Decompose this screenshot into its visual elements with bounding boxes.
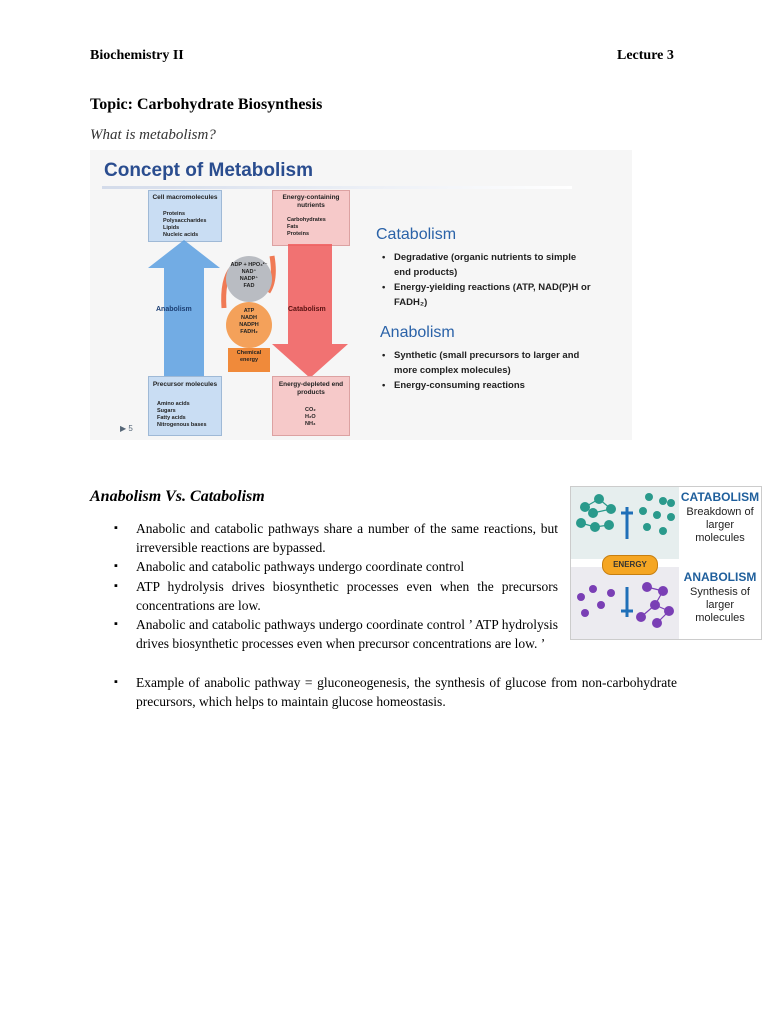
- list-item: ▪ ATP hydrolysis drives biosynthetic processes even when the precursors concentrations are low.: [90, 577, 558, 615]
- list-item: ▪ Anabolic and catabolic pathways undergo coordinate control: [90, 557, 558, 576]
- oxidized-cofactors-circle: ADP + HPO₄²⁻ NAD⁺ NADP⁺ FAD: [226, 256, 272, 302]
- course-name: Biochemistry II: [90, 48, 184, 63]
- bullet-list-wide: [90, 673, 677, 711]
- end-products-box: Energy-depleted end products CO₂ H₂O NH₃: [272, 376, 350, 436]
- catabolism-point: • Energy-yielding reactions (ATP, NAD(P)H or FADH₂): [382, 282, 591, 308]
- title-rule: [102, 186, 572, 189]
- question-text: What is metabolism?: [90, 127, 216, 143]
- bullet-list-narrow: [90, 519, 558, 653]
- anabolism-title: ANABOLISM: [683, 570, 757, 584]
- reduced-cofactors-circle: ATP NADH NADPH FADH₂: [226, 302, 272, 348]
- list-item: ▪ Anabolic and catabolic pathways share a number of the same reactions, but irreversible reactions are bypassed.: [90, 519, 558, 557]
- energy-badge: ENERGY: [602, 555, 658, 575]
- slide-title: Concept of Metabolism: [104, 160, 314, 181]
- slide-number: ▶ 5: [120, 424, 133, 433]
- metabolism-slide: [90, 150, 632, 440]
- cell-macromolecules-box: Cell macromolecules Proteins Polysaccharides Lipids Nucleic acids: [148, 190, 222, 242]
- chemical-energy-box: Chemical energy: [228, 348, 270, 372]
- catabolism-point: • Degradative (organic nutrients to simple end products): [382, 252, 577, 278]
- anabolism-points: [382, 348, 592, 393]
- anabolism-subtitle: Synthesis of larger molecules: [690, 586, 750, 624]
- catabolism-label: Catabolism: [288, 306, 326, 313]
- catabolism-subtitle: Breakdown of larger molecules: [686, 506, 754, 544]
- energy-nutrients-box: Energy-containing nutrients Carbohydrates Fats Proteins: [272, 190, 350, 246]
- topic-heading: Topic: Carbohydrate Biosynthesis: [90, 96, 323, 113]
- list-item: ▪ Example of anabolic pathway = gluconeogenesis, the synthesis of glucose from non-carbohydrate precursors, which helps to maintain glucose homeostasis.: [90, 673, 677, 711]
- anabolism-label: Anabolism: [156, 306, 192, 313]
- lecture-number: Lecture 3: [617, 48, 674, 63]
- anabolism-heading: Anabolism: [380, 324, 455, 341]
- catabolism-title: CATABOLISM: [680, 490, 760, 504]
- anabolism-point: • Energy-consuming reactions: [382, 380, 525, 391]
- list-item: ▪ Anabolic and catabolic pathways undergo coordinate control ’ ATP hydrolysis drives biosynthetic processes even when precursor concentrations are low. ’: [90, 615, 558, 653]
- anabolism-point: • Synthetic (small precursors to larger and more complex molecules): [382, 350, 580, 376]
- section-heading: Anabolism Vs. Catabolism: [90, 488, 265, 505]
- catabolism-heading: Catabolism: [376, 226, 457, 243]
- precursor-box: Precursor molecules Amino acids Sugars Fatty acids Nitrogenous bases: [148, 376, 222, 436]
- catabolism-points: [382, 250, 592, 310]
- catabolism-anabolism-image: [570, 486, 762, 640]
